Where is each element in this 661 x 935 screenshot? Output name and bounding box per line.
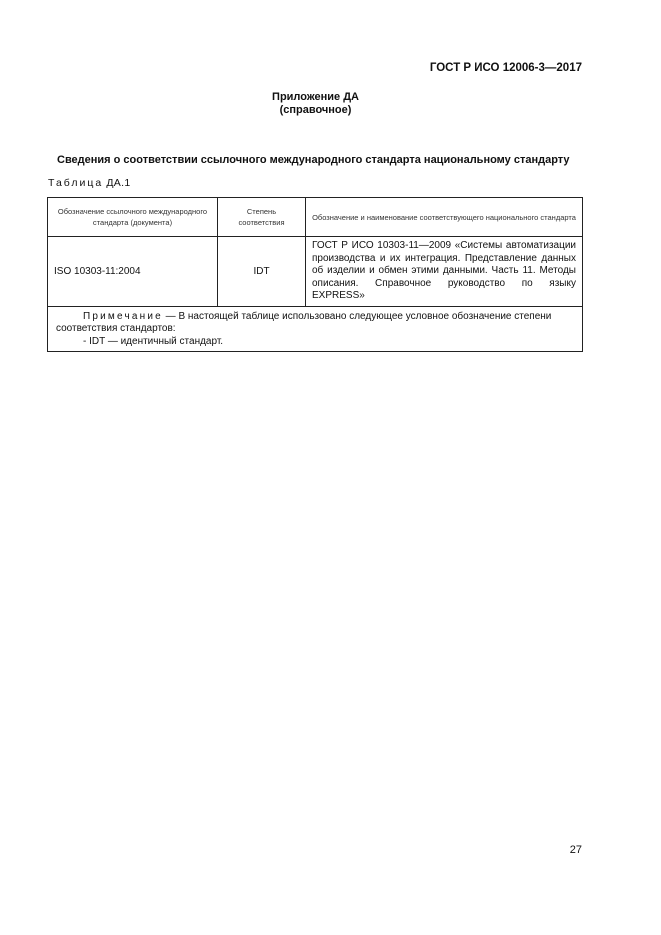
appendix-heading — [0, 91, 631, 117]
note-item: - IDT — идентичный стандарт. — [83, 335, 224, 347]
section-title: Сведения о соответствии ссылочного международного стандарта национальному стандарту — [57, 154, 570, 166]
cell-national-standard: ГОСТ Р ИСО 10303-11—2009 «Системы автоматизации производства и их интеграция. Представление данных об изделии и обмен этими данными. Часть 11. Методы описания. Справочное руководство по языку EXPRESS» — [306, 237, 583, 307]
table-row — [48, 237, 583, 307]
header-ref-standard: Обозначение ссылочного международного стандарта (документа) — [48, 198, 218, 237]
table-header-row — [48, 198, 583, 237]
table-note — [48, 306, 583, 352]
table-caption-number: ДА.1 — [106, 177, 131, 189]
note-label: Примечание — [83, 310, 163, 322]
table-caption-label: Таблица — [48, 177, 104, 189]
appendix-title: Приложение ДА — [272, 91, 359, 103]
header-degree: Степень соответствия — [218, 198, 306, 237]
table-note-row — [48, 306, 583, 352]
document-code: ГОСТ Р ИСО 12006-3—2017 — [429, 62, 582, 74]
page-number: 27 — [569, 844, 582, 856]
correspondence-table — [47, 197, 583, 352]
note-text — [56, 311, 574, 336]
note-body: — В настоящей таблице использовано следующее условное обозначение степени соответствия стандартов: — [56, 310, 552, 334]
table-caption — [48, 177, 130, 189]
cell-ref-standard: ISO 10303-11:2004 — [48, 237, 218, 307]
header-national-standard: Обозначение и наименование соответствующего национального стандарта — [306, 198, 583, 237]
appendix-subtitle: (справочное) — [279, 104, 352, 116]
cell-degree: IDT — [218, 237, 306, 307]
